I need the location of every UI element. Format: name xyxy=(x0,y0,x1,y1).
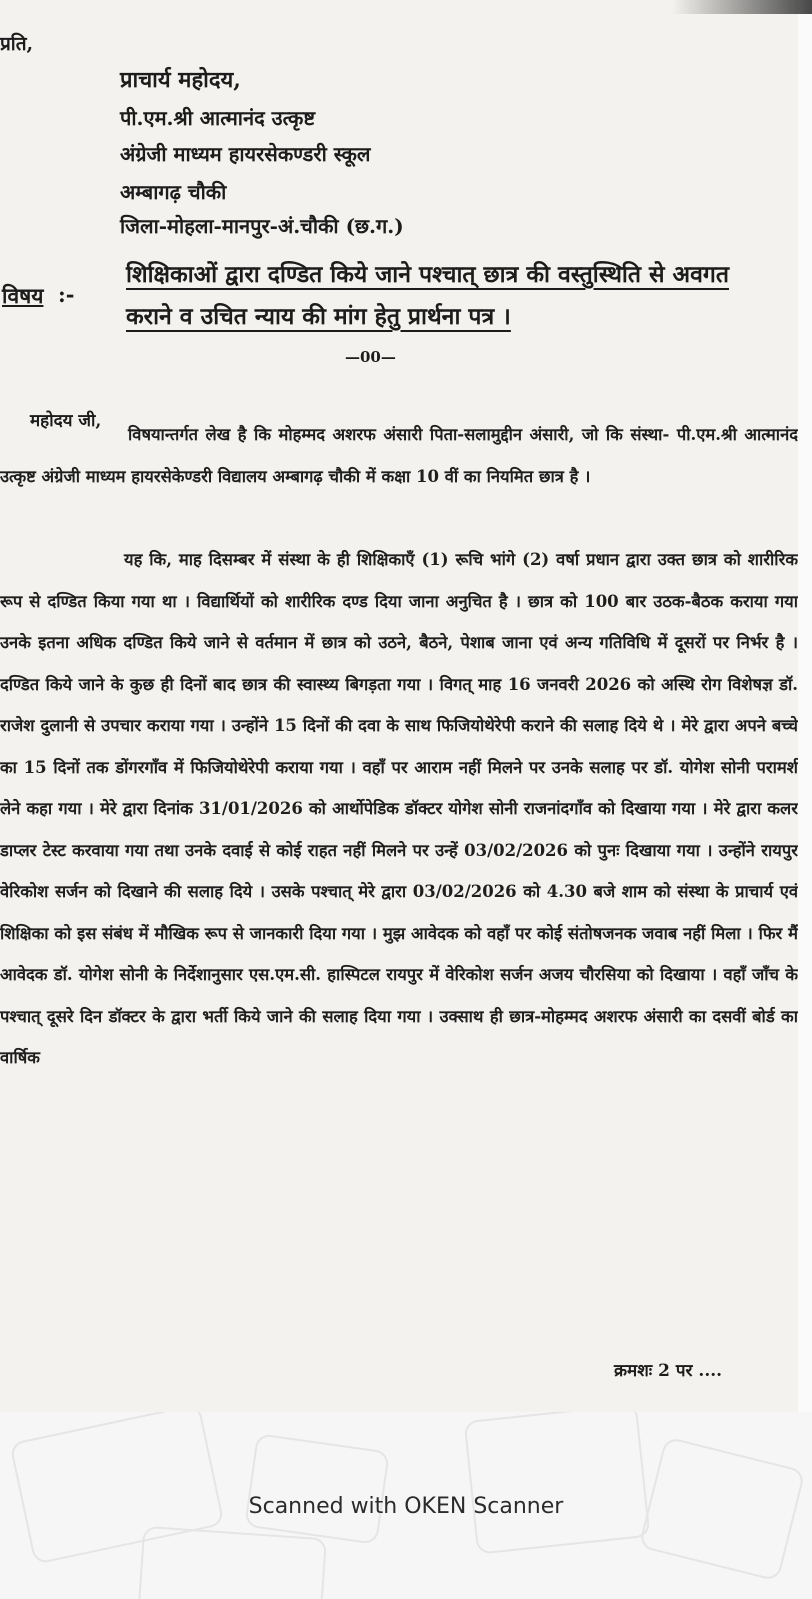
scanner-watermark-text: Scanned with OKEN Scanner xyxy=(248,1494,564,1519)
body-paragraph-2: यह कि, माह दिसम्बर में संस्था के ही शिक्षिकाएँ (1) रूचि भांगे (2) वर्षा प्रधान द्वारा उक्त छात्र को शारीरिक रूप से दण्डित किया गया था । विद्यार्थियों को शारीरिक दण्ड दिया जाना अनुचित है । छात्र को 100 बार उठक-बैठक कराया गया उनके इतना अधिक दण्डित किये जाने से वर्तमान में छात्र को उठने, बैठने, पेशाब जाना एवं अन्य गतिविधि में दूसरों पर निर्भर है । दण्डित किये जाने के कुछ ही दिनों बाद छात्र की स्वास्थ्य बिगड़ता गया । विगत् माह 16 जनवरी 2026 को अस्थि रोग विशेषज्ञ डॉ. राजेश दुलानी से उपचार कराया गया । उन्होंने 15 दिनों की दवा के साथ फिजियोथेरेपी कराने की सलाह दिये थे । मेरे द्वारा अपने बच्चे का 15 दिनों तक डोंगरगाँव में फिजियोथेरेपी कराया गया । वहाँ पर आराम नहीं मिलने पर उनके सलाह पर डॉ. योगेश सोनी परामर्श लेने कहा गया । मेरे द्वारा दिनांक 31/01/2026 को आर्थोपेडिक डॉक्टर योगेश सोनी राजनांदगाँव को दिखाया गया । मेरे द्वारा कलर डाप्लर टेस्ट करवाया गया तथा उनके दवाई से कोई राहत नहीं मिलने पर उन्हें 03/02/2026 को पुनः दिखाया गया । उन्होंने रायपुर वेरिकोश सर्जन को दिखाने की सलाह दिये । उसके पश्चात् मेरे द्वारा 03/02/2026 को 4.30 बजे शाम को संस्था के प्राचार्य एवं शिक्षिका को इस संबंध में मौखिक रूप से जानकारी दिया गया । मुझ आवेदक को वहाँ पर कोई संतोषजनक जवाब नहीं मिला । फिर मैं आवेदक डॉ. योगेश सोनी के निर्देशानुसार एस.एम.सी. हास्पिटल रायपुर में वेरिकोश सर्जन अजय चौरसिया को दिखाया । वहाँ जाँच के पश्चात् दूसरे दिन डॉक्टर के द्वारा भर्ती किये जाने की सलाह दिया गया । उक्साथ ही छात्र-मोहम्मद अशरफ अंसारी का दसवीं बोर्ड का वार्षिक xyxy=(0,550,798,1067)
address-line-4: अम्बागढ़ चौकी xyxy=(120,180,227,204)
decorative-shape xyxy=(137,1526,327,1599)
subject-text: शिक्षिकाओं द्वारा दण्डित किये जाने पश्चात् छात्र की वस्तुस्थिति से अवगत कराने व उचित न्याय की मांग हेतु प्रार्थना पत्र । xyxy=(126,261,729,330)
scan-shadow xyxy=(672,0,812,14)
recipient-prefix: प्रति, xyxy=(0,33,34,55)
subject-colon: :- xyxy=(58,282,75,307)
page-edge xyxy=(798,0,812,1412)
address-line-3: अंग्रेजी माध्यम हायरसेकण्डरी स्कूल xyxy=(120,142,371,166)
decorative-shape xyxy=(244,1433,390,1545)
address-line-2: पी.एम.श्री आत्मानंद उत्कृष्ट xyxy=(120,106,316,130)
subject-label: विषय xyxy=(2,283,44,308)
body-paragraph-1: विषयान्तर्गत लेख है कि मोहम्मद अशरफ अंसारी पिता-सलामुद्दीन अंसारी, जो कि संस्था- पी.एम.श्री आत्मानंद उत्कृष्ट अंग्रेजी माध्यम हायरसेकेण्डरी विद्यालय अम्बागढ़ चौकी में कक्षा 10 वीं का नियमित छात्र है । xyxy=(0,425,798,486)
decorative-shape xyxy=(463,1412,650,1555)
salutation: महोदय जी, xyxy=(30,411,102,431)
divider-mark: —00— xyxy=(345,348,396,366)
scanner-watermark-footer xyxy=(0,1412,812,1599)
address-line-1: प्राचार्य महोदय, xyxy=(120,67,241,93)
continued-note: क्रमशः 2 पर .... xyxy=(614,1361,723,1381)
address-line-5: जिला-मोहला-मानपुर-अं.चौकी (छ.ग.) xyxy=(120,214,404,238)
